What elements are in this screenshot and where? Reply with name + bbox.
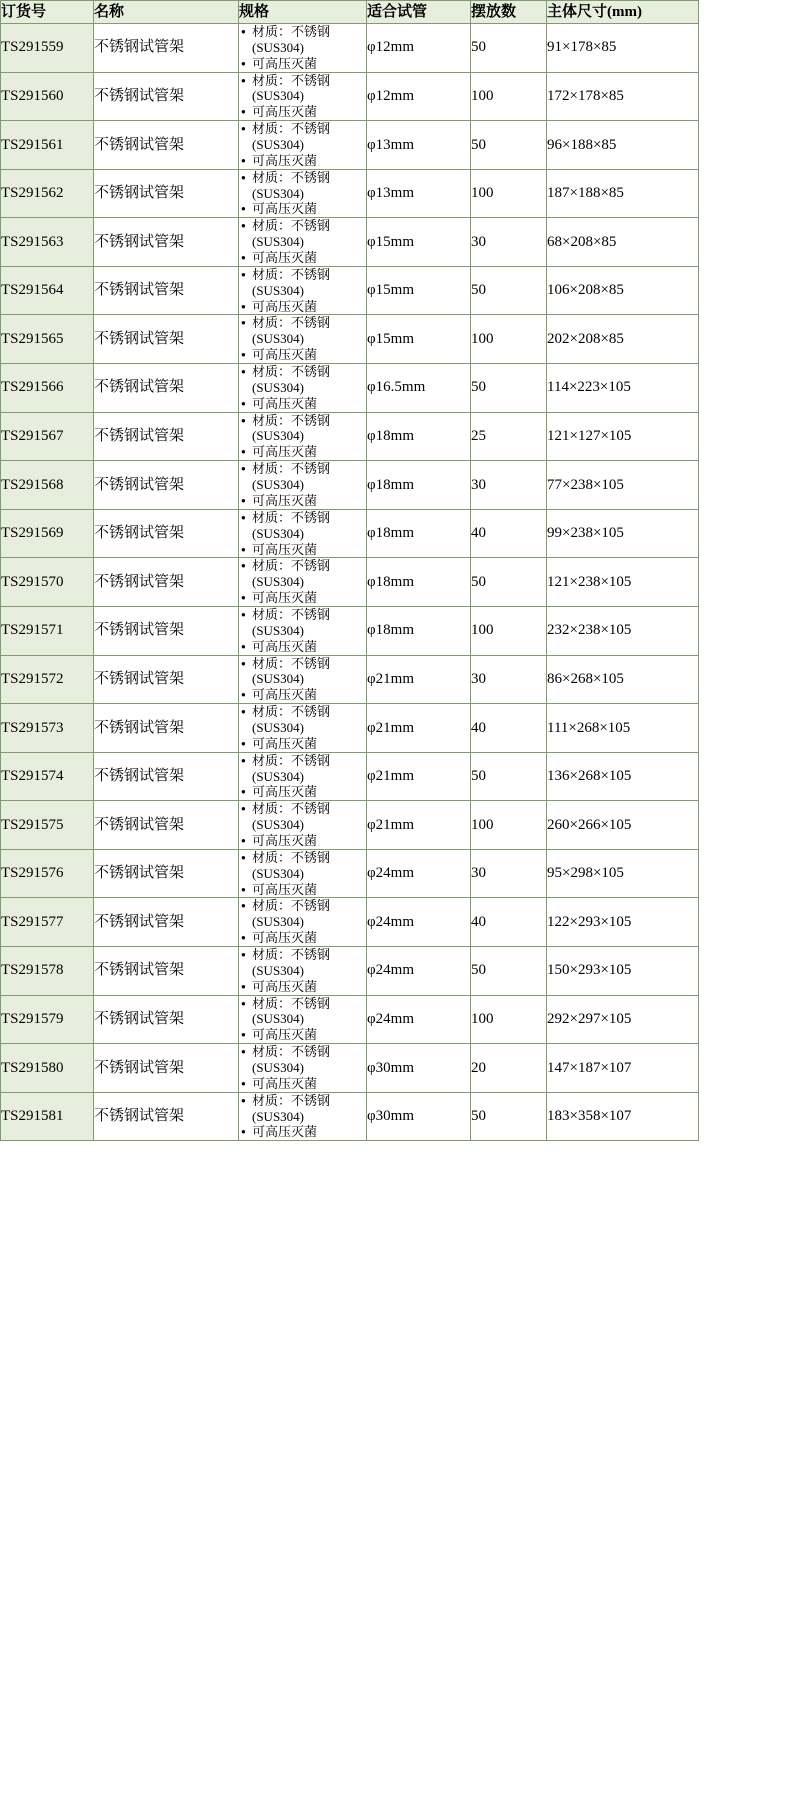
- column-header-tube: 适合试管: [367, 1, 471, 24]
- spec-list-item: (SUS304): [252, 137, 305, 153]
- cell-dimensions: 187×188×85: [547, 169, 699, 218]
- cell-specification: [239, 606, 367, 655]
- cell-dimensions: 172×178×85: [547, 72, 699, 121]
- spec-list-item: ● 可高压灭菌: [252, 250, 366, 266]
- cell-specification: [239, 218, 367, 267]
- spec-list-item: ● 可高压灭菌: [252, 590, 366, 606]
- cell-capacity: 100: [471, 801, 547, 850]
- cell-specification: [239, 169, 367, 218]
- table-body: [1, 24, 699, 1141]
- spec-list-item: ● 可高压灭菌: [252, 396, 366, 412]
- table-row: [1, 995, 699, 1044]
- cell-capacity: 30: [471, 461, 547, 510]
- column-header-dimensions: 主体尺寸(mm): [547, 1, 699, 24]
- spec-list-item: (SUS304): [252, 39, 305, 55]
- cell-tube-diameter: φ12mm: [367, 72, 471, 121]
- cell-specification: [239, 946, 367, 995]
- cell-tube-diameter: φ15mm: [367, 266, 471, 315]
- spec-list: [239, 170, 366, 218]
- cell-specification: [239, 898, 367, 947]
- spec-list-item: ● 可高压灭菌: [252, 153, 366, 169]
- cell-order-code: TS291560: [1, 72, 94, 121]
- cell-tube-diameter: φ13mm: [367, 169, 471, 218]
- spec-list-item: ● 可高压灭菌: [252, 56, 366, 72]
- cell-product-name: 不锈钢试管架: [94, 704, 239, 753]
- spec-list-item: (SUS304): [252, 88, 305, 104]
- cell-order-code: TS291565: [1, 315, 94, 364]
- table-row: [1, 509, 699, 558]
- spec-list-item: ● 可高压灭菌: [252, 1027, 366, 1043]
- cell-tube-diameter: φ18mm: [367, 558, 471, 607]
- cell-tube-diameter: φ18mm: [367, 509, 471, 558]
- cell-dimensions: 95×298×105: [547, 849, 699, 898]
- column-header-name: 名称: [94, 1, 239, 24]
- cell-order-code: TS291580: [1, 1044, 94, 1093]
- table-header-row: [1, 1, 699, 24]
- spec-list-item: ● 材质：不锈钢: [252, 898, 366, 914]
- cell-capacity: 30: [471, 849, 547, 898]
- cell-order-code: TS291561: [1, 121, 94, 170]
- spec-list-item: (SUS304): [252, 1060, 305, 1075]
- cell-product-name: 不锈钢试管架: [94, 849, 239, 898]
- spec-list: [239, 461, 366, 509]
- spec-list-item: ● 可高压灭菌: [252, 979, 366, 995]
- cell-order-code: TS291564: [1, 266, 94, 315]
- cell-capacity: 40: [471, 898, 547, 947]
- spec-list: [239, 558, 366, 606]
- spec-list-item: (SUS304): [252, 1108, 305, 1124]
- spec-list-item: (SUS304): [252, 234, 305, 250]
- spec-list-item: (SUS304): [252, 865, 305, 881]
- cell-dimensions: 106×208×85: [547, 266, 699, 315]
- cell-capacity: 50: [471, 364, 547, 413]
- spec-list-item: ● 材质：不锈钢: [252, 267, 366, 283]
- cell-tube-diameter: φ21mm: [367, 752, 471, 801]
- cell-order-code: TS291578: [1, 946, 94, 995]
- cell-capacity: 100: [471, 995, 547, 1044]
- cell-dimensions: 183×358×107: [547, 1092, 699, 1141]
- cell-tube-diameter: φ15mm: [367, 315, 471, 364]
- column-header-code: 订货号: [1, 1, 94, 24]
- cell-dimensions: 121×127×105: [547, 412, 699, 461]
- spec-list-item: (SUS304): [252, 817, 305, 833]
- table-row: [1, 655, 699, 704]
- cell-capacity: 100: [471, 315, 547, 364]
- spec-list-item: ● 材质：不锈钢: [252, 121, 366, 137]
- cell-product-name: 不锈钢试管架: [94, 218, 239, 267]
- cell-order-code: TS291574: [1, 752, 94, 801]
- spec-list-item: (SUS304): [252, 914, 305, 930]
- cell-order-code: TS291571: [1, 606, 94, 655]
- spec-list-item: ● 材质：不锈钢: [252, 996, 366, 1012]
- spec-list-item: ● 材质：不锈钢: [252, 1093, 366, 1109]
- spec-list-item: (SUS304): [252, 1011, 305, 1027]
- cell-dimensions: 91×178×85: [547, 24, 699, 73]
- cell-order-code: TS291576: [1, 849, 94, 898]
- table-row: [1, 169, 699, 218]
- cell-specification: [239, 509, 367, 558]
- cell-capacity: 30: [471, 655, 547, 704]
- cell-product-name: 不锈钢试管架: [94, 655, 239, 704]
- cell-product-name: 不锈钢试管架: [94, 72, 239, 121]
- spec-list: [239, 413, 366, 461]
- spec-list-item: ● 材质：不锈钢: [252, 315, 366, 331]
- cell-tube-diameter: φ24mm: [367, 849, 471, 898]
- table-row: [1, 266, 699, 315]
- cell-specification: [239, 801, 367, 850]
- spec-list-item: ● 可高压灭菌: [252, 736, 366, 752]
- cell-specification: [239, 72, 367, 121]
- spec-list-item: ● 材质：不锈钢: [252, 73, 366, 89]
- spec-list-item: ● 材质：不锈钢: [252, 850, 366, 866]
- cell-capacity: 100: [471, 72, 547, 121]
- table-row: [1, 72, 699, 121]
- cell-capacity: 100: [471, 169, 547, 218]
- cell-product-name: 不锈钢试管架: [94, 315, 239, 364]
- cell-dimensions: 77×238×105: [547, 461, 699, 510]
- table-row: [1, 849, 699, 898]
- cell-product-name: 不锈钢试管架: [94, 1044, 239, 1093]
- spec-list: [239, 656, 366, 704]
- table-row: [1, 1092, 699, 1141]
- spec-list: [239, 801, 366, 849]
- spec-list-item: ● 可高压灭菌: [252, 347, 366, 363]
- spec-list: [239, 704, 366, 752]
- cell-capacity: 50: [471, 1092, 547, 1141]
- cell-dimensions: 121×238×105: [547, 558, 699, 607]
- spec-list: [239, 218, 366, 266]
- cell-product-name: 不锈钢试管架: [94, 558, 239, 607]
- spec-list: [239, 996, 366, 1044]
- cell-tube-diameter: φ24mm: [367, 898, 471, 947]
- cell-product-name: 不锈钢试管架: [94, 509, 239, 558]
- cell-product-name: 不锈钢试管架: [94, 121, 239, 170]
- cell-product-name: 不锈钢试管架: [94, 1092, 239, 1141]
- spec-list-item: ● 可高压灭菌: [252, 930, 366, 946]
- cell-product-name: 不锈钢试管架: [94, 24, 239, 73]
- cell-dimensions: 86×268×105: [547, 655, 699, 704]
- spec-list-item: ● 可高压灭菌: [252, 833, 366, 849]
- cell-dimensions: 150×293×105: [547, 946, 699, 995]
- cell-specification: [239, 995, 367, 1044]
- table-row: [1, 704, 699, 753]
- cell-capacity: 40: [471, 509, 547, 558]
- spec-list-item: (SUS304): [252, 574, 305, 590]
- cell-dimensions: 202×208×85: [547, 315, 699, 364]
- cell-dimensions: 260×266×105: [547, 801, 699, 850]
- spec-list-item: (SUS304): [252, 331, 305, 347]
- cell-specification: [239, 752, 367, 801]
- cell-capacity: 20: [471, 1044, 547, 1093]
- cell-tube-diameter: φ30mm: [367, 1044, 471, 1093]
- cell-specification: [239, 1092, 367, 1141]
- cell-order-code: TS291562: [1, 169, 94, 218]
- spec-list: [239, 850, 366, 898]
- cell-product-name: 不锈钢试管架: [94, 412, 239, 461]
- cell-tube-diameter: φ18mm: [367, 461, 471, 510]
- table-header: [1, 1, 699, 24]
- cell-tube-diameter: φ18mm: [367, 412, 471, 461]
- spec-list-item: (SUS304): [252, 962, 305, 978]
- cell-specification: [239, 315, 367, 364]
- cell-specification: [239, 704, 367, 753]
- spec-list-item: (SUS304): [252, 671, 305, 687]
- table-row: [1, 461, 699, 510]
- spec-list-item: ● 材质：不锈钢: [252, 24, 366, 40]
- cell-tube-diameter: φ21mm: [367, 655, 471, 704]
- cell-tube-diameter: φ21mm: [367, 801, 471, 850]
- spec-list-item: ● 材质：不锈钢: [252, 364, 366, 380]
- spec-list: [239, 24, 366, 72]
- spec-list-item: ● 材质：不锈钢: [252, 753, 366, 769]
- cell-dimensions: 232×238×105: [547, 606, 699, 655]
- spec-list-item: ● 可高压灭菌: [252, 299, 366, 315]
- cell-specification: [239, 412, 367, 461]
- table-row: [1, 121, 699, 170]
- spec-list: [239, 607, 366, 655]
- table-row: [1, 24, 699, 73]
- cell-capacity: 40: [471, 704, 547, 753]
- cell-dimensions: 136×268×105: [547, 752, 699, 801]
- cell-product-name: 不锈钢试管架: [94, 995, 239, 1044]
- cell-product-name: 不锈钢试管架: [94, 461, 239, 510]
- spec-list-item: ● 材质：不锈钢: [252, 607, 366, 623]
- table-row: [1, 1044, 699, 1093]
- table-row: [1, 898, 699, 947]
- cell-capacity: 50: [471, 752, 547, 801]
- spec-list-item: (SUS304): [252, 282, 305, 298]
- cell-order-code: TS291575: [1, 801, 94, 850]
- cell-tube-diameter: φ13mm: [367, 121, 471, 170]
- cell-capacity: 50: [471, 946, 547, 995]
- spec-list-item: ● 材质：不锈钢: [252, 461, 366, 477]
- cell-order-code: TS291566: [1, 364, 94, 413]
- cell-order-code: TS291568: [1, 461, 94, 510]
- spec-list-item: (SUS304): [252, 768, 305, 784]
- spec-list-item: (SUS304): [252, 622, 305, 638]
- cell-specification: [239, 364, 367, 413]
- cell-dimensions: 99×238×105: [547, 509, 699, 558]
- spec-list: [239, 510, 366, 558]
- cell-product-name: 不锈钢试管架: [94, 364, 239, 413]
- column-header-count: 摆放数: [471, 1, 547, 24]
- cell-specification: [239, 558, 367, 607]
- cell-capacity: 50: [471, 266, 547, 315]
- spec-list-item: ● 可高压灭菌: [252, 784, 366, 800]
- cell-product-name: 不锈钢试管架: [94, 801, 239, 850]
- spec-list-item: ● 材质：不锈钢: [252, 704, 366, 720]
- cell-order-code: TS291570: [1, 558, 94, 607]
- cell-order-code: TS291579: [1, 995, 94, 1044]
- cell-specification: [239, 461, 367, 510]
- spec-list: [239, 753, 366, 801]
- cell-product-name: 不锈钢试管架: [94, 169, 239, 218]
- table-row: [1, 946, 699, 995]
- cell-product-name: 不锈钢试管架: [94, 946, 239, 995]
- cell-specification: [239, 849, 367, 898]
- cell-product-name: 不锈钢试管架: [94, 606, 239, 655]
- cell-specification: [239, 655, 367, 704]
- spec-list-item: (SUS304): [252, 379, 305, 395]
- spec-list-item: ● 可高压灭菌: [252, 1076, 366, 1092]
- spec-list-item: ● 材质：不锈钢: [252, 413, 366, 429]
- spec-list-item: ● 可高压灭菌: [252, 104, 366, 120]
- spec-list-item: ● 材质：不锈钢: [252, 801, 366, 817]
- spec-list-item: ● 可高压灭菌: [252, 882, 366, 898]
- cell-order-code: TS291577: [1, 898, 94, 947]
- cell-product-name: 不锈钢试管架: [94, 266, 239, 315]
- table-row: [1, 412, 699, 461]
- cell-order-code: TS291563: [1, 218, 94, 267]
- spec-list: [239, 1093, 366, 1141]
- cell-dimensions: 68×208×85: [547, 218, 699, 267]
- table-row: [1, 315, 699, 364]
- cell-specification: [239, 24, 367, 73]
- spec-list: [239, 1044, 366, 1092]
- cell-tube-diameter: φ30mm: [367, 1092, 471, 1141]
- cell-dimensions: 111×268×105: [547, 704, 699, 753]
- table-row: [1, 606, 699, 655]
- spec-list-item: ● 可高压灭菌: [252, 444, 366, 460]
- spec-list-item: ● 可高压灭菌: [252, 687, 366, 703]
- cell-order-code: TS291573: [1, 704, 94, 753]
- cell-order-code: TS291569: [1, 509, 94, 558]
- cell-tube-diameter: φ18mm: [367, 606, 471, 655]
- spec-list-item: (SUS304): [252, 477, 305, 493]
- spec-list-item: ● 材质：不锈钢: [252, 558, 366, 574]
- cell-tube-diameter: φ16.5mm: [367, 364, 471, 413]
- cell-order-code: TS291572: [1, 655, 94, 704]
- spec-list-item: (SUS304): [252, 428, 305, 444]
- cell-tube-diameter: φ21mm: [367, 704, 471, 753]
- cell-dimensions: 114×223×105: [547, 364, 699, 413]
- cell-tube-diameter: φ12mm: [367, 24, 471, 73]
- table-row: [1, 558, 699, 607]
- cell-product-name: 不锈钢试管架: [94, 898, 239, 947]
- cell-order-code: TS291567: [1, 412, 94, 461]
- cell-order-code: TS291559: [1, 24, 94, 73]
- spec-list-item: ● 材质：不锈钢: [252, 1044, 366, 1060]
- table-row: [1, 752, 699, 801]
- spec-list-item: (SUS304): [252, 525, 305, 541]
- cell-tube-diameter: φ24mm: [367, 946, 471, 995]
- cell-dimensions: 96×188×85: [547, 121, 699, 170]
- spec-list: [239, 121, 366, 169]
- cell-specification: [239, 1044, 367, 1093]
- spec-list: [239, 73, 366, 121]
- cell-capacity: 50: [471, 24, 547, 73]
- spec-list-item: (SUS304): [252, 719, 305, 735]
- table-row: [1, 801, 699, 850]
- spec-list-item: ● 材质：不锈钢: [252, 170, 366, 186]
- spec-list: [239, 898, 366, 946]
- spec-list-item: ● 可高压灭菌: [252, 1124, 366, 1140]
- cell-order-code: TS291581: [1, 1092, 94, 1141]
- cell-capacity: 50: [471, 558, 547, 607]
- column-header-spec: 规格: [239, 1, 367, 24]
- spec-list-item: ● 材质：不锈钢: [252, 947, 366, 963]
- cell-capacity: 100: [471, 606, 547, 655]
- spec-list: [239, 947, 366, 995]
- cell-dimensions: 122×293×105: [547, 898, 699, 947]
- spec-list-item: ● 材质：不锈钢: [252, 656, 366, 672]
- spec-list-item: ● 材质：不锈钢: [252, 510, 366, 526]
- spec-list: [239, 267, 366, 315]
- cell-dimensions: 147×187×107: [547, 1044, 699, 1093]
- cell-specification: [239, 121, 367, 170]
- table-row: [1, 364, 699, 413]
- spec-list-item: ● 材质：不锈钢: [252, 218, 366, 234]
- cell-specification: [239, 266, 367, 315]
- spec-list-item: ● 可高压灭菌: [252, 639, 366, 655]
- cell-capacity: 50: [471, 121, 547, 170]
- cell-capacity: 30: [471, 218, 547, 267]
- cell-product-name: 不锈钢试管架: [94, 752, 239, 801]
- spec-list-item: (SUS304): [252, 185, 305, 201]
- spec-list: [239, 315, 366, 363]
- cell-capacity: 25: [471, 412, 547, 461]
- cell-tube-diameter: φ15mm: [367, 218, 471, 267]
- spec-list-item: ● 可高压灭菌: [252, 201, 366, 217]
- table-row: [1, 218, 699, 267]
- cell-tube-diameter: φ24mm: [367, 995, 471, 1044]
- cell-dimensions: 292×297×105: [547, 995, 699, 1044]
- spec-list-item: ● 可高压灭菌: [252, 542, 366, 558]
- spec-list: [239, 364, 366, 412]
- spec-list-item: ● 可高压灭菌: [252, 493, 366, 509]
